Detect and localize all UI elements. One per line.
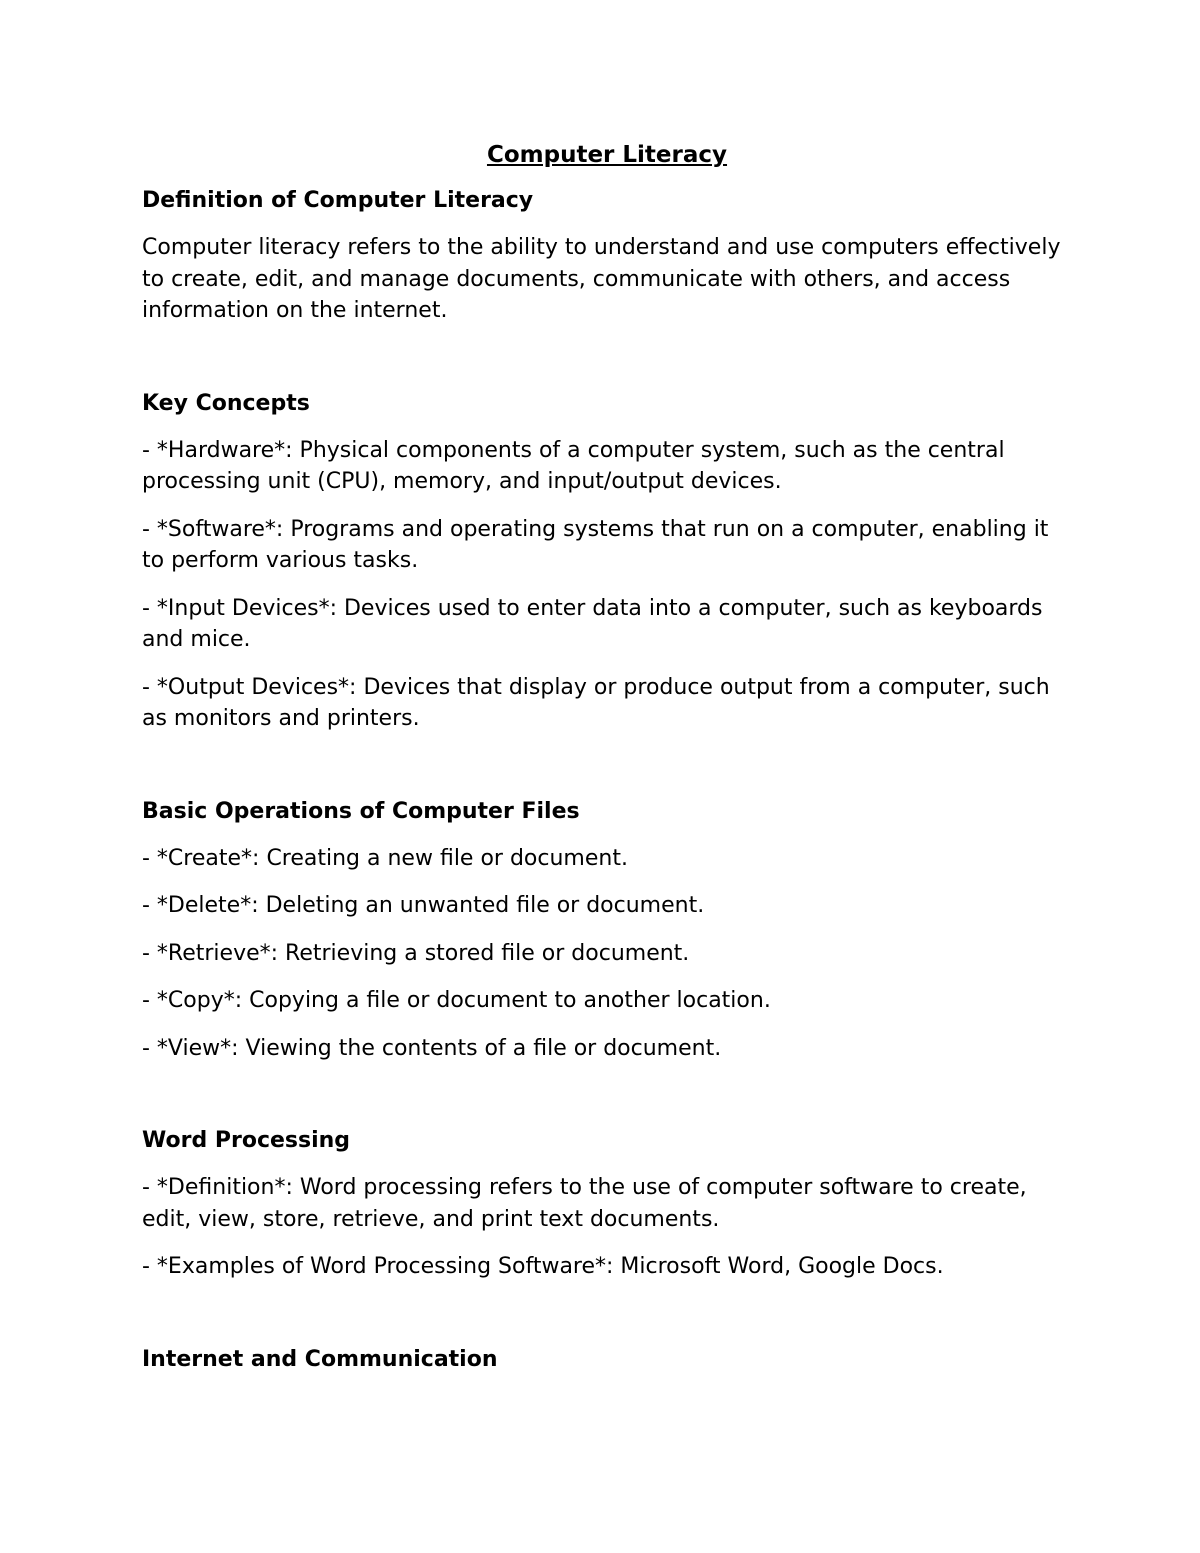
section-spacer (142, 1080, 1072, 1126)
list-item-word-processing-definition: - *Definition*: Word processing refers to the use of computer software to create, edit, view, store, retrieve, and print text documents. (142, 1175, 1027, 1232)
section-spacer (142, 343, 1072, 389)
document-page (142, 140, 1072, 1391)
section-heading-word-processing: Word Processing (142, 1128, 351, 1153)
list-item-output-devices: - *Output Devices*: Devices that display or produce output from a computer, such as monitors and printers. (142, 674, 1050, 731)
section-spacer (142, 1299, 1072, 1345)
list-item-copy: - *Copy*: Copying a file or document to another location. (142, 988, 771, 1013)
section-spacer (142, 751, 1072, 797)
section-heading-definition: Definition of Computer Literacy (142, 188, 534, 213)
list-item-software: - *Software*: Programs and operating systems that run on a computer, enabling it to perform various tasks. (142, 516, 1049, 573)
section-heading-basic-operations: Basic Operations of Computer Files (142, 798, 580, 824)
definition-paragraph: Computer literacy refers to the ability to understand and use computers effectively to create, edit, and manage documents, communicate with others, and access information on the internet. (142, 235, 1061, 323)
list-item-word-processing-examples: - *Examples of Word Processing Software*: Microsoft Word, Google Docs. (142, 1254, 944, 1279)
document-title: Computer Literacy (486, 142, 728, 168)
list-item-hardware: - *Hardware*: Physical components of a computer system, such as the central processing unit (CPU), memory, and input/output devices. (142, 437, 1005, 494)
list-item-create: - *Create*: Creating a new file or document. (142, 845, 628, 871)
list-item-view: - *View*: Viewing the contents of a file or document. (142, 1035, 722, 1061)
section-heading-internet-communication: Internet and Communication (142, 1346, 498, 1372)
list-item-retrieve: - *Retrieve*: Retrieving a stored file or document. (142, 940, 690, 966)
section-heading-key-concepts: Key Concepts (142, 390, 310, 416)
list-item-delete: - *Delete*: Deleting an unwanted file or document. (142, 893, 705, 918)
list-item-input-devices: - *Input Devices*: Devices used to enter data into a computer, such as keyboards and mice. (142, 595, 1043, 652)
